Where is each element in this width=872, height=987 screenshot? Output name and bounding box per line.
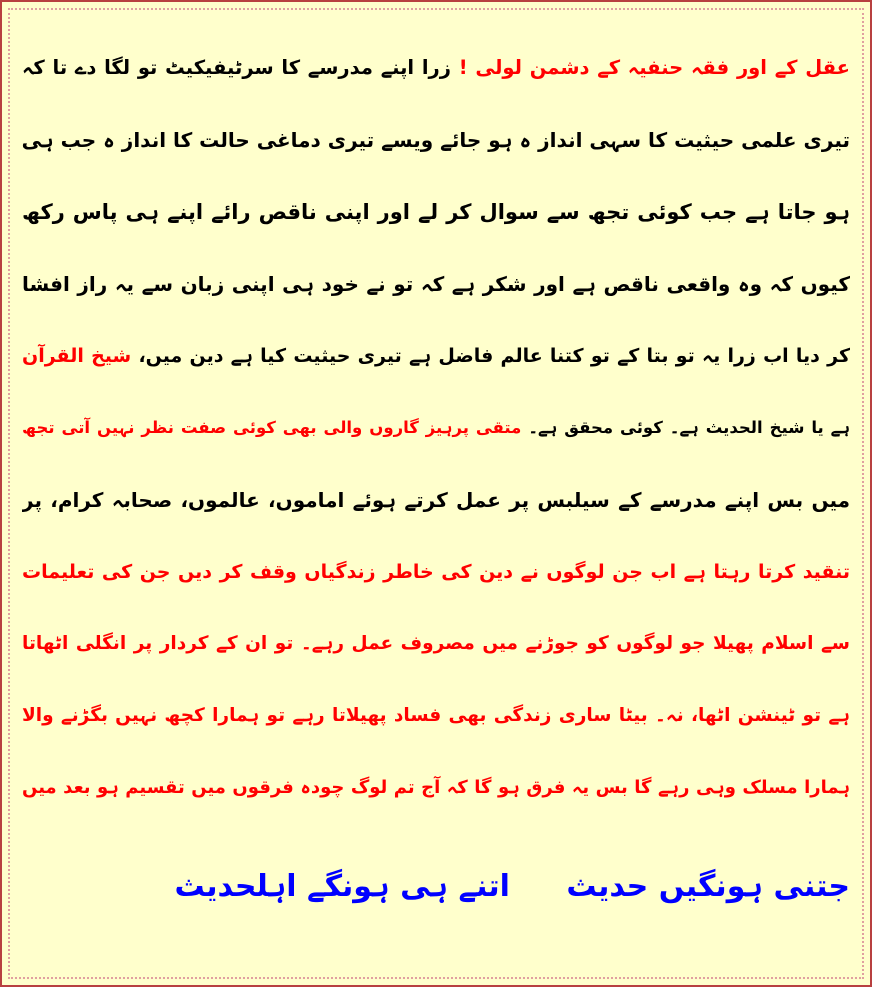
text-line-4 xyxy=(22,248,850,320)
line-11-segment-1: ہمارا مسلک وہی رہے گا بس یہ فرق ہو گا کہ آج تم لوگ چودہ فرقوں میں تقسیم ہو بعد میں xyxy=(22,777,850,798)
line-6-segment-1: ہے یا شیخ الحدیث ہے۔ کوئی محقق ہے۔ xyxy=(528,418,850,437)
line-5-segment-1: کر دیا اب زرا یہ تو بتا کے تو کتنا عالم فاضل ہے تیری حیثیت کیا ہے دین میں، xyxy=(138,345,850,367)
line-10-segment-1: ہے تو ٹینشن اٹھا، نہ۔ بیٹا ساری زندگی بھی فساد پھیلاتا رہے تو ہمارا کچھ نہیں بگڑنے والا xyxy=(22,705,850,726)
line-4-segment-1: کیوں کہ وہ واقعی ناقص ہے اور شکر ہے کہ تو نے خود ہی اپنی زبان سے یہ راز افشا xyxy=(22,272,850,296)
text-line-10 xyxy=(22,680,850,752)
body-text xyxy=(22,32,850,824)
text-line-9 xyxy=(22,608,850,680)
text-line-11 xyxy=(22,752,850,824)
line-3-segment-1: ہو جاتا ہے جب کوئی تجھ سے سوال کر لے اور اپنی ناقص رائے اپنے ہی پاس رکھ xyxy=(22,200,850,224)
line-1-segment-2: زرا اپنے مدرسے کا سرٹیفیکیٹ تو لگا دے تا کہ xyxy=(22,56,459,79)
closing-left-phrase: جتنی ہونگیں حدیث xyxy=(566,869,850,904)
line-8-segment-1: تنقید کرتا رہتا ہے اب جن لوگوں نے دین کی خاطر زندگیاں وقف کر دیں جن کی تعلیمات xyxy=(22,561,850,583)
text-line-5 xyxy=(22,320,850,392)
text-line-1 xyxy=(22,32,850,104)
line-1-segment-1: عقل کے اور فقہ حنفیہ کے دشمن لولی ! xyxy=(458,56,850,79)
line-9-segment-1: سے اسلام پھیلا جو لوگوں کو جوڑنے میں مصروف عمل رہے۔ تو ان کے کردار پر انگلی اٹھاتا xyxy=(22,633,850,654)
closing-slogan xyxy=(16,852,850,922)
text-line-2 xyxy=(22,104,850,176)
text-line-8 xyxy=(22,536,850,608)
text-line-6 xyxy=(22,392,850,464)
closing-right-phrase: اتنے ہی ہونگے اہلحدیث xyxy=(174,869,510,904)
line-2-segment-1: تیری علمی حیثیت کا سہی انداز ہ ہو جائے ویسے تیری دماغی حالت کا انداز ہ جب ہی xyxy=(22,128,850,152)
line-6-segment-2: متقی پرہیز گاروں والی بھی کوئی صفت نظر نہیں آتی تجھ xyxy=(22,418,529,437)
line-5-segment-2: شیخ القرآن xyxy=(22,345,139,367)
line-7-segment-1: میں بس اپنے مدرسے کے سیلبس پر عمل کرتے ہوئے اماموں، عالموں، صحابہ کرام، پر xyxy=(22,488,850,512)
text-line-3 xyxy=(22,176,850,248)
text-line-7 xyxy=(22,464,850,536)
